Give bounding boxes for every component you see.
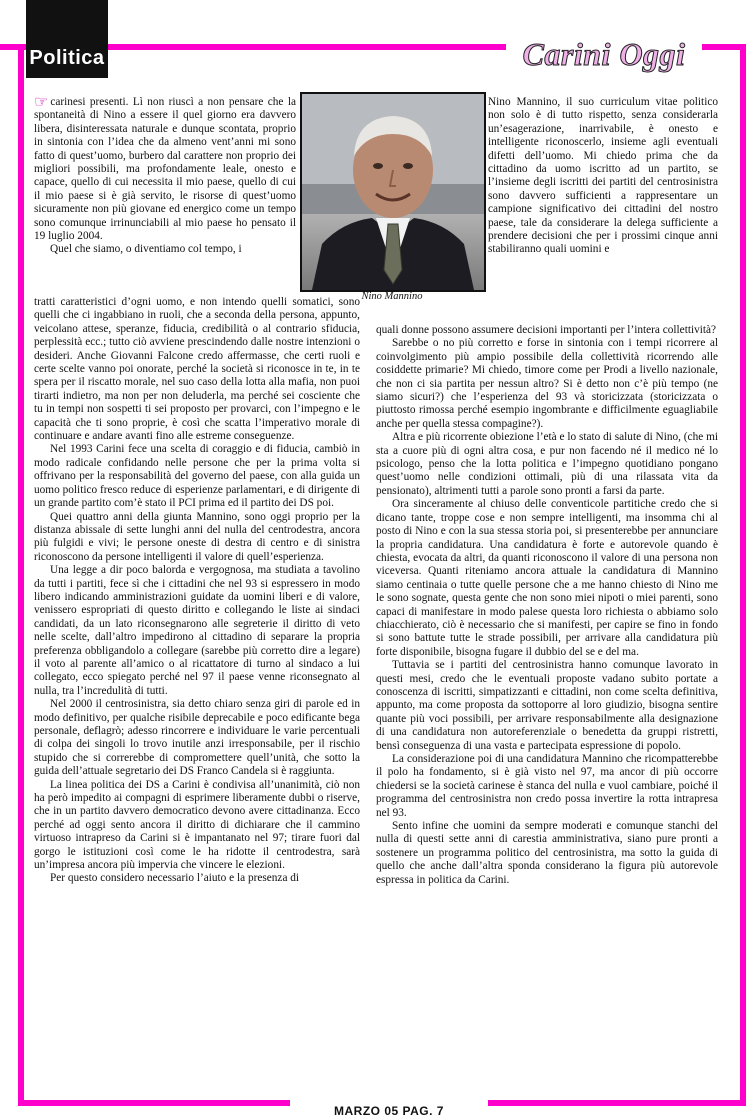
paragraph: quali donne possono assumere decisioni importanti per l’intera collettività? [376, 324, 717, 336]
section-tag [26, 0, 108, 78]
article-column-left-top [34, 96, 296, 257]
photo-caption: Nino Mannino [361, 291, 423, 302]
paragraph: Una legge a dir poco balorda e vergognosa, ma studiata a tavolino da tutti i partiti, fece sì che i cittadini che nel 93 si espressero in modo libero indicando amministrazioni guidate da uomini liberi e di valore, venissero espropriati di questo diritto e collegando le liste ai sindaci candidati, da un lato riconsegnarono alle segreterie il diritto di veto nelle scelte, dall’altro impedirono al cittadino di separare la propria preferenza obbligandolo a collegare (sarebbe più corretto dire a legare) il voto al parente all’amico o al ricattatore di turno al sindaco a lui collegato, ecco spiegato perché nel 97 il paese venne riconsegnato al nulla, tra l’incredulità di tutti. [34, 564, 360, 697]
masthead-title: Carini Oggi [506, 34, 702, 74]
section-label: Politica [29, 47, 105, 69]
frame-bottom-left-bar [18, 1100, 290, 1106]
paragraph: Nel 1993 Carini fece una scelta di coraggio e di fiducia, cambiò in modo radicale confidando nelle persone che per la prima volta si offrivano per la responsabilità del governo del paese, con alla guida un uomo politico fresco reduce di esperienze parlamentari, e di dirigente di un grande partito com’è stato il PCI prima ed il partito dei DS poi. [34, 443, 360, 510]
paragraph: Ora sinceramente al chiuso delle conventicole partitiche credo che si dicano tante, troppe cose e non sempre intelligenti, ma insomma chi al posto di Nino e con la sua stessa storia poi, si presenterebbe per annunciare la propria candidatura. Una candidatura è forte e autorevole quando è chiesta, evocata da altri, da quanti riconoscono il valore di una persona non viceversa. Quanti riteniamo ancora attuale la candidatura di Mannino siamo centinaia o tutte quelle persone che a me hanno chiesto di Nino me le sono sognate, questa gente che non sono miei nipoti o miei parenti, sono capaci di manifestare in modo palese questa loro richiesta o abbiamo solo chiacchierato, ciò è necessario che si manifesti, per capire se fino in fondo si sono battute tutte le strade possibili, per arrivare alla candidatura più forte disponibile, bisogna fugare il dubbio del se e del ma. [376, 498, 718, 658]
paragraph: Sarebbe o no più corretto e forse in sintonia con i tempi ricorrere al coinvolgimento più ampio possibile della collettività ricorrendo alle cosiddette primarie? Mi chiedo, timore come per Prodi a livello nazionale, che non ci sia partita per nessun altro? Si è detto non c’è più tempo (ne siamo sicuri?) che l’esperienza del 93 và storicizzata (storicizzata o piuttosto rimossa perché esempio ingombrante e difficilmente eguagliabile anche per quella stessa compagine?). [376, 337, 718, 430]
paragraph: La linea politica dei DS a Carini è condivisa all’unanimità, ciò non ha però impedito ai compagni di esprimere liberamente dubbi o riserve, che in un partito davvero democratico devono avere cittadinanza. Ecco perché ad oggi sento ancora il diritto di dichiarare che il cammino virtuoso intrapreso da Carini si è impantanato nel 97; tirare fuori dal gorgo le istituzioni così come le ha ridotte il centrodestra, sarà un’impresa ancora più impervia che vincere le elezioni. [34, 778, 360, 872]
paragraph-text: carinesi presenti. Lì non riuscì a non pensare che la spontaneità di Nino a essere il quel giorno era davvero libera, disinteressata naturale e dunque scontata, proprio in sintonia con l’idea che da almeno vent’anni mi sono fatto di quest’uomo, burbero dal carattere non proprio dei migliori possibili, ma profondamente leale, onesto e capace, quello di cui necessita il mio paese, quello di cui il mio paese si è già servito, le risorse di quest’uomo sicuramente non più giovane ed energico come un tempo sono comunque irrinunciabili al mio paese ho pensato il 19 luglio 2004. [34, 96, 296, 243]
article-column-right-top [488, 96, 718, 257]
pointing-hand-icon: ☞ [34, 94, 49, 111]
paragraph: Tuttavia se i partiti del centrosinistra hanno comunque lavorato in questi mesi, credo che le eventuali proposte vadano subito portate a conoscenza di iscritti, simpatizzanti e cittadini, non come scelta definitiva, appunto, ma come proposta da sottoporre al loro giudizio, bisogna sentire quante più voci possibili, per arrivare responsabilmente alla designazione di una candidatura non autoreferenziale o benedetta da gruppi ristretti, bensì conseguenza di una vasta e partecipata espressione di popolo. [376, 659, 718, 752]
paragraph: La considerazione poi di una candidatura Mannino che ricompatterebbe il polo ha fondamento, si è già visto nel 97, ma ancor di più occorre chiedersi se la società carinese è stanca del nulla e vuol cambiare, poiché il programma del centrosinistra non credo possa invertire la rotta intrapresa nel 93. [376, 753, 718, 819]
article-column-right-main [376, 324, 718, 887]
paragraph: Quei quattro anni della giunta Mannino, sono oggi proprio per la distanza abissale di sette lunghi anni del nulla del centrodestra, ancora più fulgidi e vivi; le persone oneste di destra di centro e di sinistra riconoscono da persone intelligenti il valore di quell’esperienza. [34, 510, 360, 563]
frame-right-bar [740, 44, 746, 1106]
paragraph: Nel 2000 il centrosinistra, sia detto chiaro senza giri di parole ed in modo definitivo, per qualche risibile deprecabile e poco edificante bega personale, deflagrò; adesso rincorrere e individuare le varie percentuali di colpa dei singoli lo trovo inutile anzi irresponsabile, per il rischio stupido che si correrebbe di compromettere quell’unità, che sotto la guida dell’attuale segretario dei DS Franco Candela si è raggiunta. [34, 698, 360, 778]
paragraph: tratti caratteristici d’ogni uomo, e non intendo quelli somatici, sono quelli che ci ingabbiano in ruoli, che a seconda della persona, appunto, veicolano attese, speranze, fiducia, credibilità o al contrario sfiducia, perplessità ecc.; tutto ciò avviene prescindendo dalle nostre intenzioni o desideri. Anche Giovanni Falcone credo affermasse, che certi ruoli e certe scelte vanno poi onorate, perché la società si riconosce in te, in te spera per il riscatto morale, nel suo caso della lotta alla mafia, non puoi tirarti indietro, ma non per non deluderla, ma perché sei cosciente che tu in tempi non sospetti ti sei proposto per provarci, con l’impegno e le capacità che ti sono proprie, è così che scatta l’imperativo morale di continuare e andare avanti fino alle estreme conseguenze. [34, 296, 360, 443]
frame-bottom-right-bar [488, 1100, 746, 1106]
portrait-illustration [302, 94, 484, 290]
article-column-left-main [34, 296, 360, 886]
paragraph: Altra e più ricorrente obiezione l’età e lo stato di salute di Nino, (che mi sta a cuore più di ogni altra cosa, e pur non facendo né il medico né lo psicologo, penso che la lotta politica e l’impegno quotidiano pongano quest’uomo nelle condizioni ottimali, più di una rilassata vita da pensionato), altrimenti tutti a parole sono pronti a farsi da parte. [376, 431, 718, 497]
paragraph: Sento infine che uomini da sempre moderati e comunque stanchi del nulla di questi sette anni di carestia amministrativa, siano pure pronti a sostenere un programma politico del centrosinistra, ma sotto la guida di quello che anche dall’altra sponda considerano la figura più autorevole espressa in politica da Carini. [376, 820, 718, 886]
portrait-photo [300, 92, 486, 292]
paragraph: Per questo considero necessario l’aiuto e la presenza di [50, 872, 300, 885]
paragraph: Nino Mannino, il suo curriculum vitae politico non solo è di tutto rispetto, senza considerarla un’esagerazione, inarrivabile, è onesto e intelligente riconoscerlo, insieme agli eventuali difetti dell’uomo. Mi chiedo prima che da cittadino da uomo iscritto ad un partito, se l’insieme degli iscritti dei partiti del centrosinistra sono davvero sufficienti a rappresentare un campione significativo dei cittadini del nostro paese, tale da considerare la delega sufficiente a prendere decisioni che per i prossimi cinque anni stabiliranno quali uomini e [488, 96, 718, 256]
page-footer-label: MARZO 05 PAG. 7 [334, 1104, 444, 1118]
paragraph: Quel che siamo, o diventiamo col tempo, i [50, 243, 242, 256]
paragraph [34, 96, 296, 243]
frame-left-bar [18, 44, 24, 1106]
